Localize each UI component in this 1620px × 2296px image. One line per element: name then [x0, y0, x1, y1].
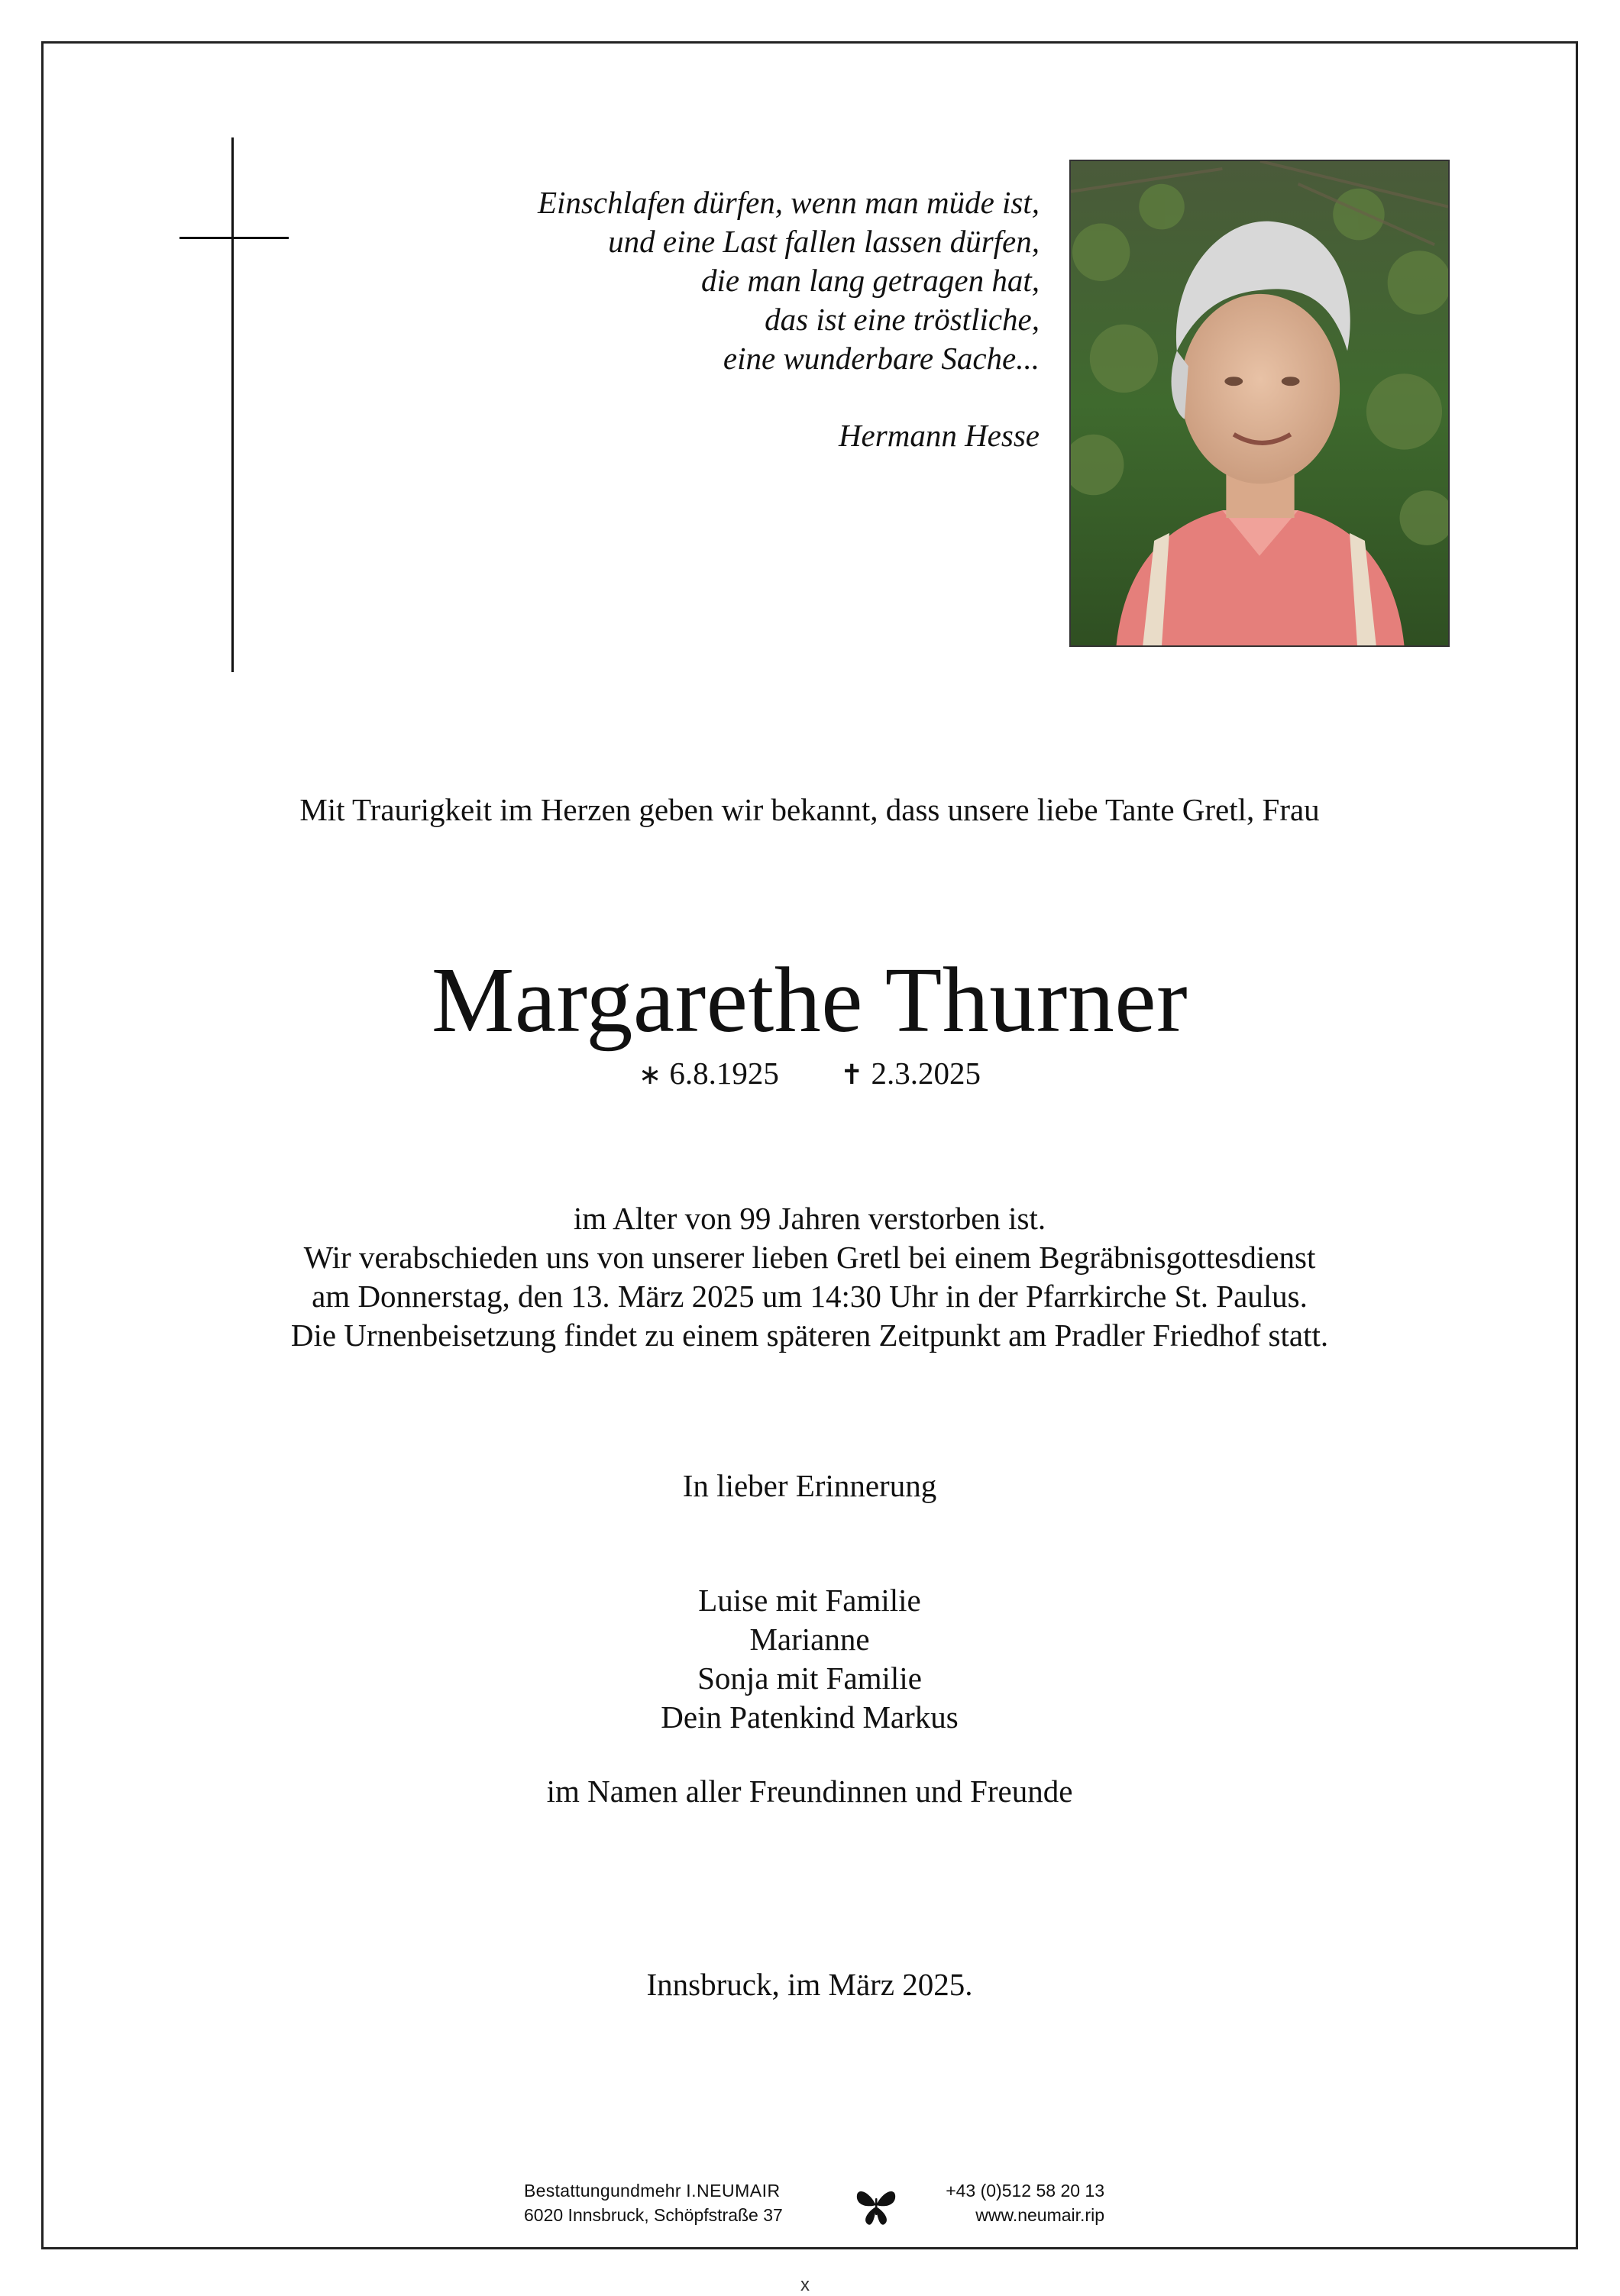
birth-star-icon: ∗ — [638, 1059, 662, 1091]
poem-quote — [428, 183, 1040, 455]
funeral-home-footer — [524, 2178, 1104, 2232]
deceased-name: Margarethe Thurner — [431, 949, 1188, 1052]
life-dates — [41, 1054, 1578, 1095]
body-line: Wir verabschieden uns von unserer lieben Gretl bei einem Begräbnisgottesdienst — [303, 1240, 1316, 1275]
butterfly-logo-icon — [852, 2181, 900, 2229]
footer-company-block — [524, 2178, 783, 2227]
signer: Dein Patenkind Markus — [661, 1699, 959, 1735]
poem-line: eine wunderbare Sache... — [723, 341, 1040, 376]
portrait-photo — [1069, 160, 1450, 647]
signer: Luise mit Familie — [698, 1583, 921, 1618]
poem-line: die man lang getragen hat, — [701, 263, 1040, 298]
footer-phone: +43 (0)512 58 20 13 — [946, 2181, 1104, 2201]
announcement-intro: Mit Traurigkeit im Herzen geben wir bekannt, dass unsere liebe Tante Gretl, Frau — [299, 792, 1320, 827]
poem-author: Hermann Hesse — [838, 418, 1040, 453]
footer-company: Bestattungundmehr — [524, 2181, 681, 2201]
signer: Sonja mit Familie — [697, 1661, 922, 1696]
birth-date: 6.8.1925 — [669, 1056, 779, 1091]
cross-icon-horizontal — [179, 237, 289, 239]
footer-company-owner: I.NEUMAIR — [686, 2181, 781, 2201]
portrait-illustration — [1071, 161, 1448, 645]
signer: Marianne — [749, 1622, 870, 1657]
body-line: am Donnerstag, den 13. März 2025 um 14:30 Uhr in der Pfarrkirche St. Paulus. — [312, 1279, 1308, 1314]
footer-contact-block — [946, 2178, 1104, 2227]
poem-line: und eine Last fallen lassen dürfen, — [608, 224, 1040, 259]
memory-line: In lieber Erinnerung — [682, 1468, 937, 1503]
announcement-body — [41, 1199, 1578, 1355]
signers-list — [41, 1581, 1578, 1737]
footer-website[interactable]: www.neumair.rip — [975, 2205, 1104, 2225]
behalf-line: im Namen aller Freundinnen und Freunde — [546, 1774, 1073, 1809]
death-cross-icon: ✝ — [840, 1059, 864, 1091]
page-bottom-mark: x — [800, 2275, 810, 2295]
body-line: Die Urnenbeisetzung findet zu einem späteren Zeitpunkt am Pradler Friedhof statt. — [290, 1318, 1329, 1353]
footer-address: 6020 Innsbruck, Schöpfstraße 37 — [524, 2205, 783, 2225]
body-line: im Alter von 99 Jahren verstorben ist. — [573, 1201, 1046, 1236]
place-date: Innsbruck, im März 2025. — [646, 1967, 973, 2002]
cross-icon-vertical — [231, 137, 234, 672]
poem-line: das ist eine tröstliche, — [765, 302, 1040, 337]
poem-line: Einschlafen dürfen, wenn man müde ist, — [537, 185, 1040, 220]
death-date: 2.3.2025 — [871, 1056, 981, 1091]
